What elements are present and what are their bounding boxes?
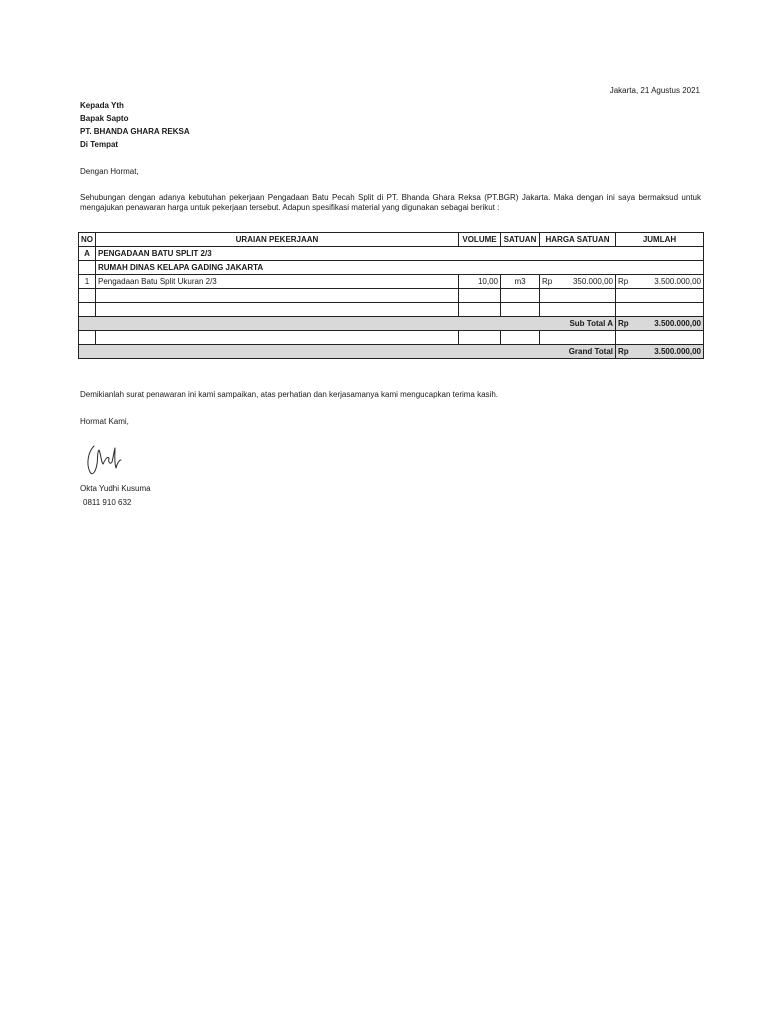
section-title: PENGADAAN BATU SPLIT 2/3 [96,247,704,261]
section-letter: A [79,247,96,261]
empty-cell [459,289,501,303]
table-row [79,247,704,261]
header-description: URAIAN PEKERJAAN [96,233,459,247]
grand-total-label: Grand Total [79,345,616,359]
item-total-currency: Rp [616,275,633,289]
empty-cell [501,289,540,303]
empty-cell [540,303,616,317]
table-row [79,261,704,275]
empty-cell [501,303,540,317]
closing-paragraph: Demikianlah surat penawaran ini kami sampaikan, atas perhatian dan kerjasamanya kami mengucapkan terima kasih. [80,390,498,399]
item-price: 350.000,00 [557,275,616,289]
empty-cell [96,289,459,303]
empty-cell [616,331,704,345]
item-price-currency: Rp [540,275,557,289]
header-total: JUMLAH [616,233,704,247]
table-row [79,275,704,289]
empty-cell [540,289,616,303]
empty-cell [459,331,501,345]
recipient-line: Kepada Yth [80,101,124,110]
recipient-block [80,99,190,151]
signer-name: Okta Yudhi Kusuma [80,484,151,493]
quotation-table [78,232,704,359]
handwritten-signature-icon [84,440,124,480]
empty-cell [501,331,540,345]
recipient-line: Di Tempat [80,140,119,149]
subtotal-value: 3.500.000,00 [633,317,704,331]
grand-total-currency: Rp [616,345,633,359]
header-no: NO [79,233,96,247]
item-total: 3.500.000,00 [633,275,704,289]
regards: Hormat Kami, [80,417,129,426]
table-header-row [79,233,704,247]
header-unit: SATUAN [501,233,540,247]
empty-cell [79,289,96,303]
table-row [79,303,704,317]
grand-total-row [79,345,704,359]
item-no: 1 [79,275,96,289]
letter-date: Jakarta, 21 Agustus 2021 [609,86,700,95]
item-description: Pengadaan Batu Split Ukuran 2/3 [96,275,459,289]
intro-paragraph: Sehubungan dengan adanya kebutuhan pekerjaan Pengadaan Batu Pecah Split di PT. Bhanda Ghara Reksa (PT.BGR) Jakarta. Maka dengan ini saya bermaksud untuk mengajukan penawaran harga untuk pekerjaan tersebut. Adapun spesifikasi material yang digunakan sebagai berikut : [80,193,701,212]
grand-total-value: 3.500.000,00 [633,345,704,359]
empty-cell [79,261,96,275]
table-row [79,331,704,345]
empty-cell [96,331,459,345]
header-unit-price: HARGA SATUAN [540,233,616,247]
empty-cell [459,303,501,317]
table-row [79,289,704,303]
empty-cell [96,303,459,317]
empty-cell [616,289,704,303]
recipient-line: PT. BHANDA GHARA REKSA [80,127,190,136]
empty-cell [540,331,616,345]
empty-cell [79,331,96,345]
header-volume: VOLUME [459,233,501,247]
empty-cell [79,303,96,317]
item-unit: m3 [501,275,540,289]
item-volume: 10,00 [459,275,501,289]
signer-phone: 0811 910 632 [83,498,132,507]
empty-cell [616,303,704,317]
salutation: Dengan Hormat, [80,167,139,176]
subtotal-label: Sub Total A [79,317,616,331]
subtotal-row [79,317,704,331]
subtotal-currency: Rp [616,317,633,331]
section-subtitle: RUMAH DINAS KELAPA GADING JAKARTA [96,261,704,275]
recipient-line: Bapak Sapto [80,114,129,123]
